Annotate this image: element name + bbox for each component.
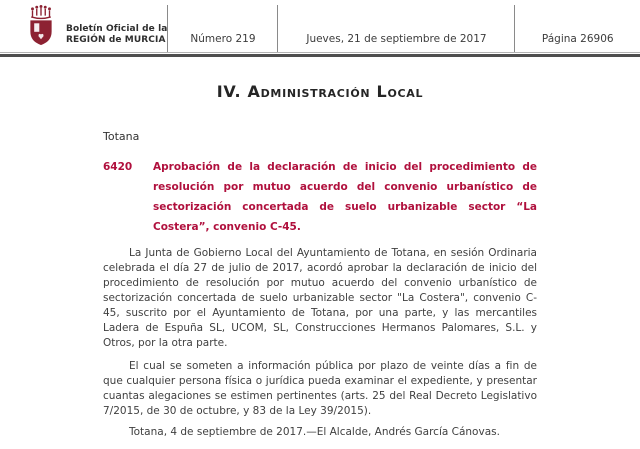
municipality-heading: Totana — [103, 130, 140, 143]
announcement-text — [103, 246, 537, 440]
page-number: Página 26906 — [541, 33, 614, 45]
bulletin-name-line2: REGIÓN de MURCIA — [66, 35, 166, 45]
announcement-number: 6420 — [103, 161, 133, 173]
bulletin-brand — [0, 0, 167, 52]
announcement-summary: Aprobación de la declaración de inicio del procedimiento de resolución por mutuo acuerdo del convenio urbanístico de sectorización concertada de suelo urbanizable sector “La Costera”, convenio C-45. — [153, 161, 537, 233]
document-body — [0, 82, 640, 440]
section-title: IV. Administración Local — [216, 82, 424, 101]
body-paragraph: El cual se someten a información pública por plazo de veinte días a fin de que cualquier persona física o jurídica pueda examinar el expediente, y presentar cuantas alegaciones se estimen pertinentes (arts. 25 del Real Decreto Legislativo 7/2015, de 30 de octubre, y 83 de la Ley 39/2015). — [103, 360, 537, 417]
header-rule — [0, 52, 640, 57]
announcement-summary-row — [103, 157, 537, 237]
issue-date: Jueves, 21 de septiembre de 2017 — [306, 33, 487, 45]
bulletin-header — [0, 0, 640, 52]
bulletin-name-line1: Boletín Oficial de la — [66, 24, 168, 34]
signature-line: Totana, 4 de septiembre de 2017.—El Alcalde, Andrés García Cánovas. — [129, 426, 500, 438]
murcia-coat-of-arms-logo — [24, 2, 58, 48]
body-paragraph: La Junta de Gobierno Local del Ayuntamiento de Totana, en sesión Ordinaria celebrada el día 27 de julio de 2017, acordó aprobar la declaración de inicio del procedimiento de resolución por mutuo acuerdo del convenio urbanístico de sectorización concertada de suelo urbanizable sector "La Costera", convenio C-45, suscrito por el Ayuntamiento de Totana, por una parte, y las mercantiles Ladera de Espuña SL, UCOM, SL, Construcciones Hermanos Palomares, S.L. y Otros, por la otra parte. — [103, 247, 537, 349]
bulletin-brand-text — [66, 24, 167, 48]
issue-number: Número 219 — [190, 33, 256, 45]
